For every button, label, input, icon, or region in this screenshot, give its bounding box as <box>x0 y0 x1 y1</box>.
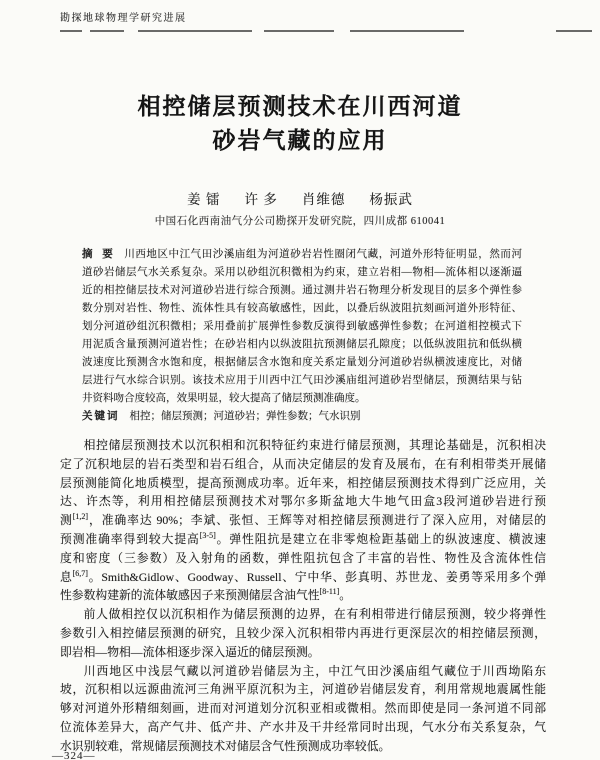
abstract-line: 近的相控储层技术对河道砂岩进行综合预测。通过测井岩石物理分析发现目的层多个弹性参 <box>82 285 522 296</box>
keywords-line <box>82 408 522 426</box>
body-line: 预测准确率得到较大提高[3-5]。弹性阻抗是建立在非零炮检距基础上的纵波速度、横波速 <box>60 531 546 546</box>
body-line: 相控储层预测技术以沉积相和沉积特征约束进行储层预测，其理论基础是，沉积相决 <box>83 438 546 452</box>
body-line: 定了沉积地层的岩石类型和岩石组合，从而决定储层的发育及展布，在有利相带类开展储 <box>60 456 546 471</box>
author-name: 姜 镭 <box>187 192 221 207</box>
body-line: 位流体差异大，高产气井、低产井、产水井及干井经常同时出现，气水分布关系复杂，气 <box>60 719 546 734</box>
abstract-line: 井资料吻合度较高，效果明显，较大提高了储层预测准确度。 <box>82 393 366 404</box>
abstract-label: 摘 要 <box>82 249 117 260</box>
body-line: 水识别较难，常规储层预测技术对储层含气性预测成功率较低。 <box>60 738 391 753</box>
body-line: 性参数构建新的流体敏感因子来预测储层含油气性[8-11]。 <box>60 587 352 603</box>
author-name: 杨振武 <box>369 192 413 207</box>
body-line: 息[6,7]。Smith&Gidlow、Goodway、Russell、宁中华、彭真明、苏世龙、姜勇等采用多个弹 <box>60 568 546 584</box>
header-rule-segment <box>556 30 592 32</box>
paper-title-line2: 砂岩气藏的应用 <box>212 128 388 153</box>
keywords-label: 关键词 <box>82 411 120 422</box>
keywords-text: 相控；储层预测；河道砂岩；弹性参数；气水识别 <box>129 411 361 422</box>
journal-running-head: 勘探地球物理学研究进展 <box>60 13 187 24</box>
paper-title <box>0 90 600 158</box>
header-rule-segment <box>90 30 124 32</box>
body-line: 前人做相控仅以沉积相作为储层预测的边界，在有利相带进行储层预测，较少将弹性 <box>83 607 546 622</box>
body-line: 川西地区中浅层气藏以河道砂岩储层为主，中江气田沙溪庙组气藏位于川西坳陷东 <box>83 663 546 678</box>
abstract-first-line <box>82 246 522 264</box>
abstract-line: 道砂岩储层气水关系复杂。采用以砂组沉积微相为约束，建立岩相—物相—流体相以逐渐逼 <box>82 267 522 278</box>
body-text <box>60 436 546 756</box>
author-name: 许 多 <box>244 192 278 207</box>
abstract-line: 波速度比预测含水饱和度，根据储层含水饱和度关系定量划分河道砂岩纵横波速度比，对储 <box>82 357 522 368</box>
body-line: 坡，沉积相以远源曲流河三角洲平原沉积为主，河道砂岩储层发育，利用常规地震属性能 <box>60 682 546 697</box>
abstract-line: 数分别对岩性、物性、流体性具有较高敏感性，因此，以叠后纵波阻抗刻画河道外形特征、 <box>82 303 522 314</box>
abstract-line: 层进行气水综合识别。该技术应用于川西中江气田沙溪庙组河道砂岩型储层，预测结果与钻 <box>82 375 522 386</box>
header-rule-segment <box>350 30 464 32</box>
author-name: 肖维德 <box>301 192 346 207</box>
body-line: 即岩相—物相—流体相逐步深入逼近的储层预测。 <box>60 644 320 659</box>
body-line: 测[1,2]，准确率达 90%；李斌、张恒、王辉等对相控储层预测进行了深入应用，对储层的 <box>60 512 546 528</box>
body-line: 达、许杰等，利用相控储层预测技术对鄂尔多斯盆地大牛地气田盒3段河道砂岩进行预 <box>60 494 546 509</box>
header-rule-segment <box>264 30 334 32</box>
body-line: 够对河道外形精细刻画，进而对河道划分沉积亚相或微相。然而即使是同一条河道不同部 <box>60 701 546 716</box>
author-list <box>0 188 600 208</box>
body-line: 层预测能简化地质模型，提高预测成功率。近年来，相控储层预测技术得到广泛应用，关 <box>60 475 546 490</box>
header-rule-segment <box>60 30 82 32</box>
body-paragraph-2 <box>60 605 546 661</box>
affiliation: 中国石化西南油气分公司勘探开发研究院，四川成都 610041 <box>154 216 446 227</box>
header-rule-segment <box>138 30 252 32</box>
body-line: 度和密度（三参数）及入射角的函数，弹性阻抗包含了丰富的岩性、物性及含流体性信 <box>60 550 546 565</box>
abstract-lines <box>82 264 522 408</box>
abstract-line: 划分河道砂组沉积微相；采用叠前扩展弹性参数反演得到敏感弹性参数；在河道相控模式下 <box>82 321 522 332</box>
body-paragraph-1 <box>60 436 546 605</box>
body-line: 参数引入相控储层预测的研究，且较少深入沉积相带内再进行更深层次的相控储层预测， <box>60 625 546 640</box>
paper-title-line1: 相控储层预测技术在川西河道 <box>137 94 463 119</box>
abstract-block <box>82 246 522 426</box>
body-paragraph-3 <box>60 662 546 756</box>
page-number: —324— <box>52 750 96 760</box>
abstract-first-line-text: 川西地区中江气田沙溪庙组为河道砂岩岩性圈闭气藏，河道外形特征明显，然而河 <box>124 249 522 260</box>
abstract-line: 用泥质含量预测河道岩性；在砂岩相内以纵波阻抗预测储层孔隙度；以低纵波阻抗和低纵横 <box>82 339 522 350</box>
